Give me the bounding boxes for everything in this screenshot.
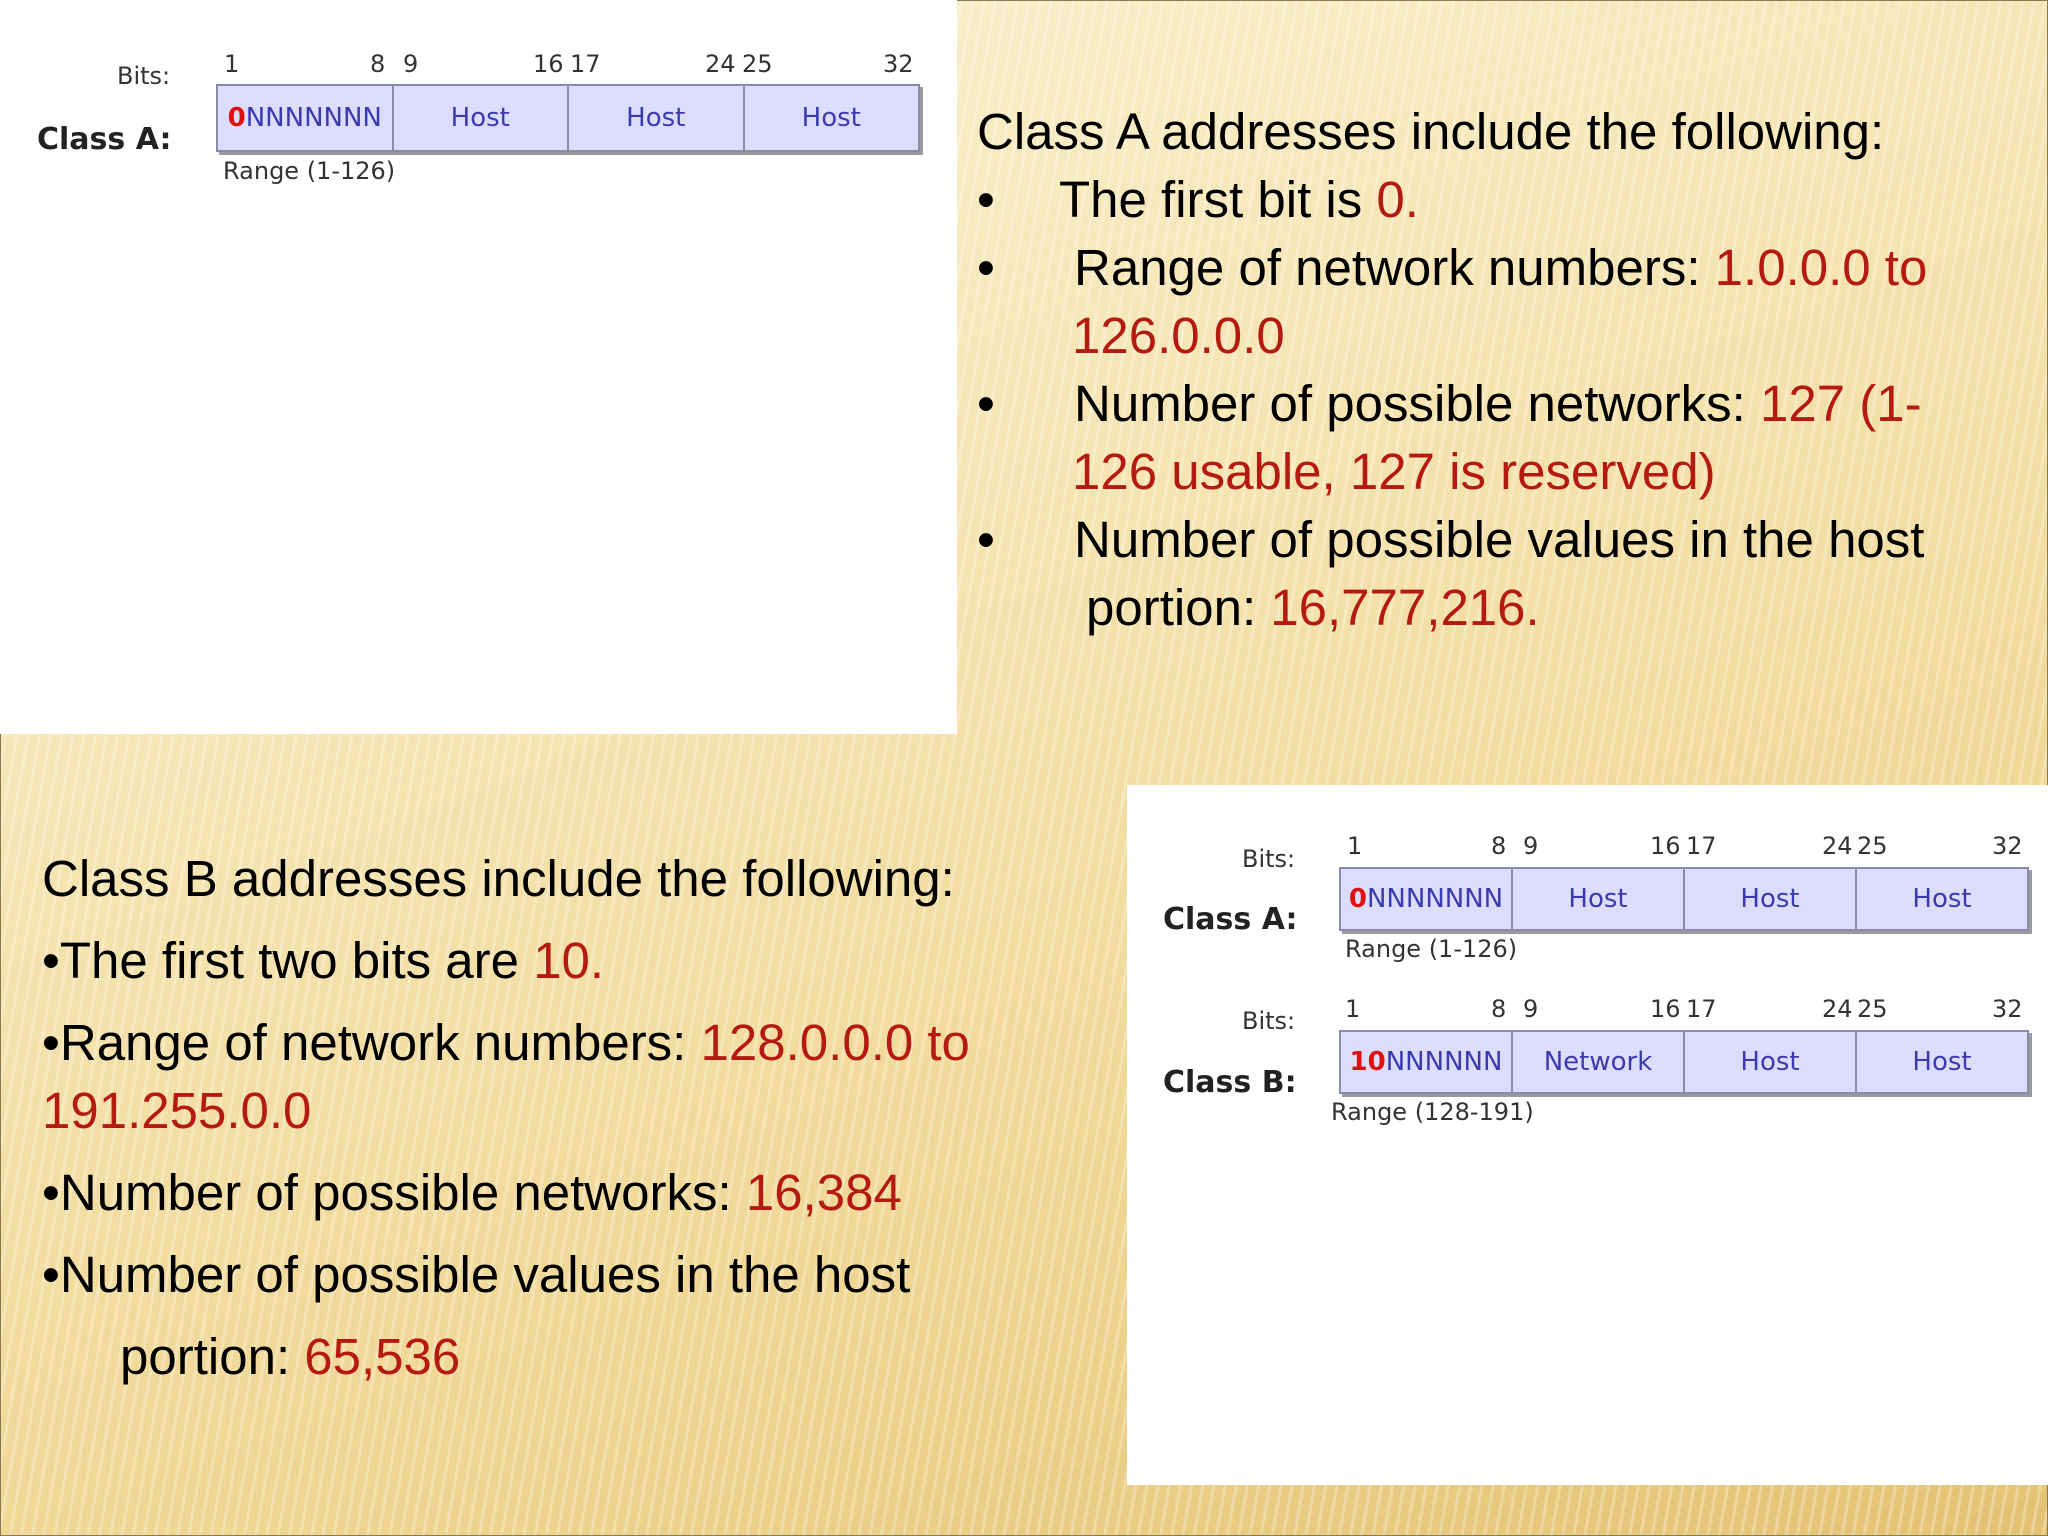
class-a-text [977, 98, 2037, 642]
bit-number: 16 [533, 50, 564, 78]
class-a-diagram-panel [0, 0, 957, 734]
class-label: Class B: [1163, 1065, 1297, 1100]
bit-number: 8 [370, 50, 386, 78]
class-label: Class A: [1163, 902, 1298, 937]
bit-number: 9 [403, 50, 419, 78]
class-a-item-2-cont: 126.0.0.0 [1072, 307, 1285, 364]
host-octet-cell: Host [1912, 884, 1972, 914]
class-b-item-4-cont: portion: 65,536 [120, 1328, 461, 1385]
class-ab-diagram-panel [1127, 785, 2048, 1485]
bit-number: 25 [1857, 832, 1888, 860]
bits-label: Bits: [117, 62, 171, 90]
class-label: Class A: [37, 122, 172, 157]
bit-number: 8 [1491, 995, 1507, 1023]
class-b-item-4: •Number of possible values in the host [42, 1246, 911, 1303]
host-octet-cell: Host [394, 86, 570, 150]
range-label: Range (1-126) [223, 157, 396, 185]
class-b-item-2-cont: 191.255.0.0 [42, 1082, 312, 1139]
host-octet-cell: Host [1912, 1047, 1972, 1077]
network-octet-cell: Network [1513, 1032, 1685, 1092]
bit-number: 1 [1347, 832, 1363, 860]
bit-number: 32 [883, 50, 914, 78]
host-octet-cell: Host [569, 86, 745, 150]
class-a-item-2: • Range of network numbers: 1.0.0.0 to [977, 239, 1928, 296]
bit-number: 24 [1822, 995, 1853, 1023]
bit-number: 32 [1992, 995, 2023, 1023]
class-a-b-diagram [1127, 785, 2048, 1485]
class-b-text [42, 845, 1122, 1391]
bit-number: 9 [1523, 832, 1539, 860]
bit-number: 17 [570, 50, 601, 78]
class-a-item-4-cont: portion: 16,777,216. [1086, 579, 1540, 636]
address-bar [216, 84, 920, 152]
bits-label: Bits: [1242, 1007, 1296, 1035]
network-octet-cell: 0 NNNNNNN [1341, 869, 1513, 929]
bit-number: 17 [1686, 995, 1717, 1023]
address-bar [1339, 867, 2029, 931]
bit-number: 9 [1523, 995, 1539, 1023]
range-label: Range (128-191) [1331, 1098, 1534, 1126]
class-a-diagram [0, 0, 957, 734]
bit-number: 16 [1650, 995, 1681, 1023]
bit-number: 25 [1857, 995, 1888, 1023]
class-b-item-3: •Number of possible networks: 16,384 [42, 1164, 902, 1221]
host-octet-cell: Host [1685, 869, 1857, 929]
class-a-item-3-cont: 126 usable, 127 is reserved) [1072, 443, 1716, 500]
bit-number: 24 [705, 50, 736, 78]
bit-number: 1 [1345, 995, 1361, 1023]
host-octet-cell: Host [1513, 869, 1685, 929]
network-octet-cell: 0 NNNNNNN [218, 86, 394, 150]
class-a-item-1: • The first bit is 0. [977, 171, 1419, 228]
bit-number: 8 [1491, 832, 1507, 860]
class-b-heading: Class B addresses include the following: [42, 850, 955, 907]
class-a-item-3: • Number of possible networks: 127 (1- [977, 375, 1922, 432]
class-a-item-4: • Number of possible values in the host [977, 511, 1925, 568]
network-octet-cell: 10 NNNNNN [1341, 1032, 1513, 1092]
bit-number: 16 [1650, 832, 1681, 860]
range-label: Range (1-126) [1345, 935, 1518, 963]
bit-number: 17 [1686, 832, 1717, 860]
bits-label: Bits: [1242, 845, 1296, 873]
bit-number: 25 [742, 50, 773, 78]
host-octet-cell: Host [1685, 1032, 1857, 1092]
bit-number: 32 [1992, 832, 2023, 860]
bit-number: 1 [224, 50, 240, 78]
host-octet-cell: Host [801, 103, 861, 133]
class-b-item-2: •Range of network numbers: 128.0.0.0 to [42, 1014, 970, 1071]
class-a-heading: Class A addresses include the following: [977, 103, 1885, 160]
bit-number: 24 [1822, 832, 1853, 860]
address-bar [1339, 1030, 2029, 1094]
class-b-item-1: •The first two bits are 10. [42, 932, 605, 989]
